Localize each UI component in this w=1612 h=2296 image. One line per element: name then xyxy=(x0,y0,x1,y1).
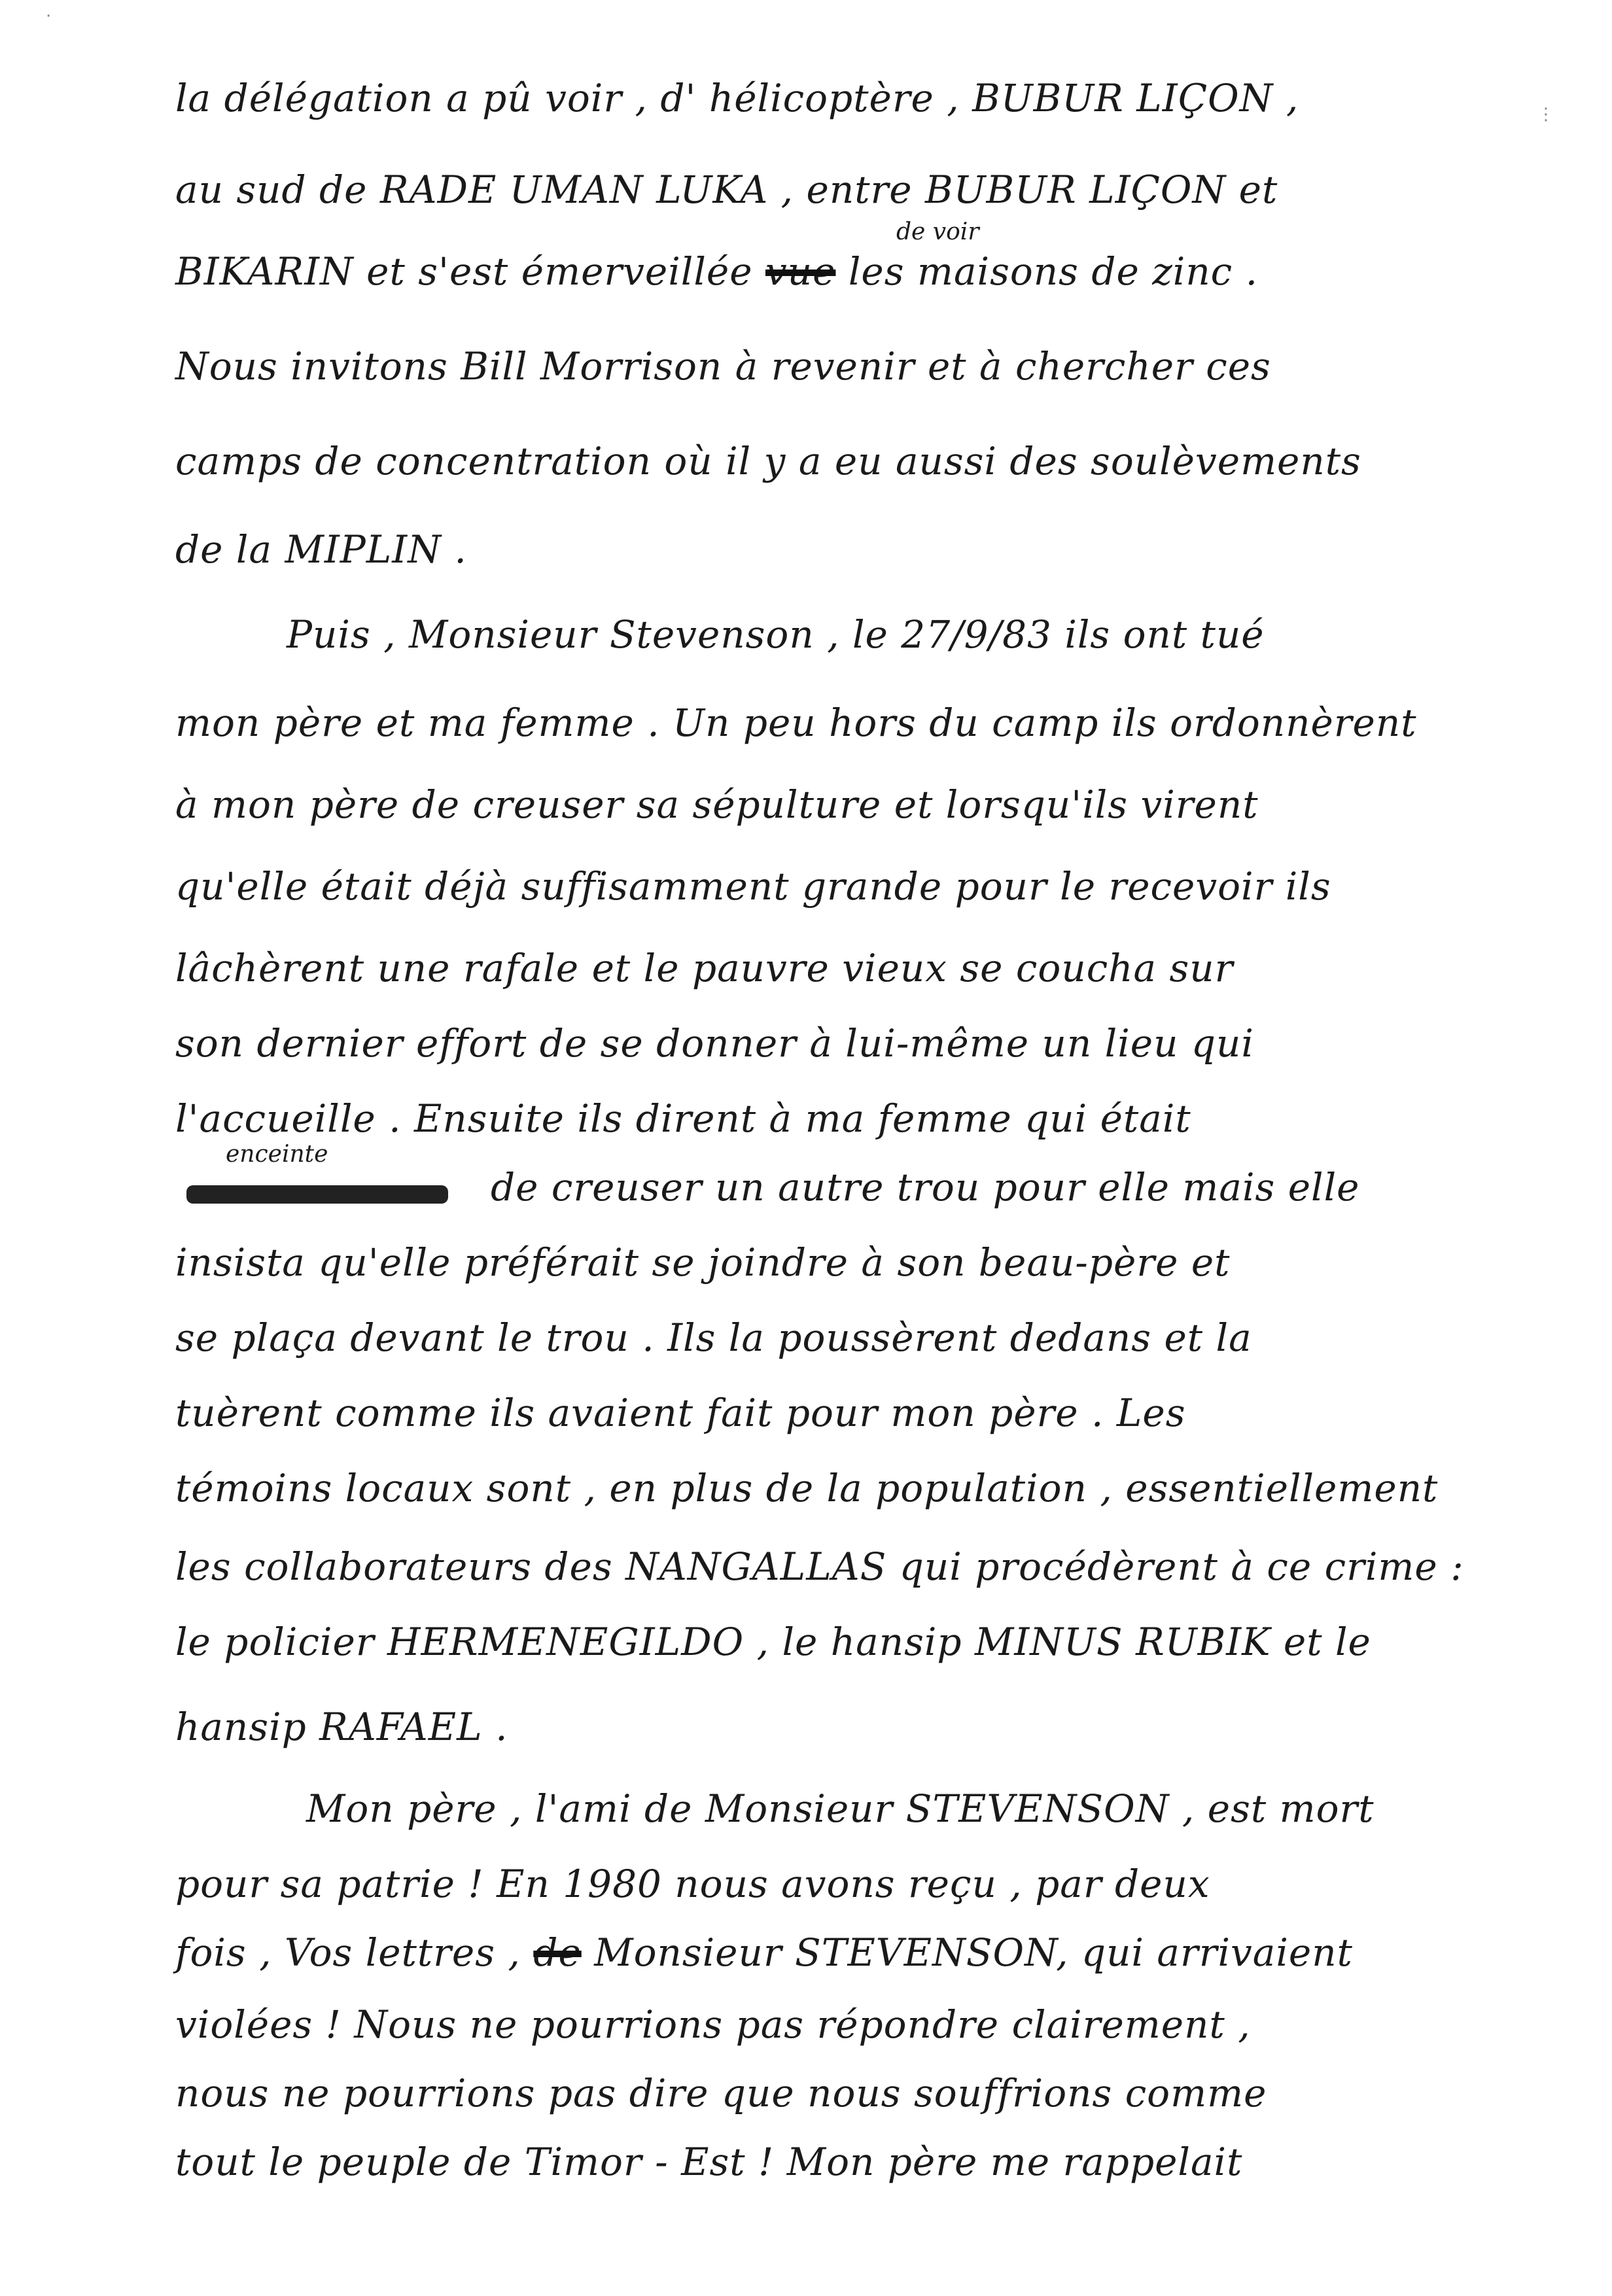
paragraph-3-line-3-start: fois , Vos lettres , xyxy=(175,1930,521,1975)
paragraph-2-line-8: de creuser un autre trou pour elle mais elle xyxy=(491,1165,1360,1209)
struck-word: vue xyxy=(765,249,836,294)
paragraph-2-line-14: le policier HERMENEGILDO , le hansip MINUS RUBIK et le xyxy=(175,1620,1371,1664)
paragraph-2-line-4: qu'elle était déjà suffisamment grande pour le recevoir ils xyxy=(175,864,1331,909)
margin-specks: · xyxy=(46,7,52,26)
inserted-words-de-voir: de voir xyxy=(896,218,979,245)
paragraph-3-line-4: violées ! Nous ne pourrions pas répondre clairement , xyxy=(175,2002,1251,2047)
paragraph-3-line-3 xyxy=(175,1926,1353,1979)
paragraph-2-line-12: témoins locaux sont , en plus de la population , essentiellement xyxy=(175,1466,1439,1510)
struck-word: de xyxy=(533,1930,582,1975)
text-line-2: au sud de RADE UMAN LUKA , entre BUBUR LIÇON et xyxy=(175,167,1278,212)
inserted-word-enceinte: enceinte xyxy=(226,1141,328,1168)
paragraph-2-line-13: les collaborateurs des NANGALLAS qui procédèrent à ce crime : xyxy=(175,1544,1464,1589)
text-line-6: de la MIPLIN . xyxy=(175,527,467,572)
paragraph-2-line-7: l'accueille . Ensuite ils dirent à ma femme qui était xyxy=(175,1096,1191,1141)
paragraph-2-line-5: lâchèrent une rafale et le pauvre vieux se coucha sur xyxy=(175,946,1234,990)
margin-specks: ⋮ xyxy=(1537,105,1554,124)
paragraph-2-line-3: à mon père de creuser sa sépulture et lorsqu'ils virent xyxy=(175,782,1259,827)
paragraph-2-line-15: hansip RAFAEL . xyxy=(175,1705,508,1749)
text-line-3-start: BIKARIN et s'est émerveillée xyxy=(175,249,753,294)
text-line-4: Nous invitons Bill Morrison à revenir et à chercher ces xyxy=(175,344,1271,389)
paragraph-2-line-9: insista qu'elle préférait se joindre à son beau-père et xyxy=(175,1240,1231,1285)
paragraph-3-line-5: nous ne pourrions pas dire que nous souffrions comme xyxy=(175,2071,1267,2115)
text-line-3 xyxy=(175,245,1258,298)
paragraph-3-line-2: pour sa patrie ! En 1980 nous avons reçu , par deux xyxy=(175,1862,1210,1906)
paragraph-2-line-10: se plaça devant le trou . Ils la poussèrent dedans et la xyxy=(175,1315,1252,1360)
paragraph-2-line-2: mon père et ma femme . Un peu hors du camp ils ordonnèrent xyxy=(175,701,1417,745)
text-line-3-end: les maisons de zinc . xyxy=(848,249,1259,294)
paragraph-3-line-6: tout le peuple de Timor - Est ! Mon père me rappelait xyxy=(175,2140,1243,2184)
text-line-1: la délégation a pû voir , d' hélicoptère , BUBUR LIÇON , xyxy=(175,76,1299,120)
paragraph-2-line-6: son dernier effort de se donner à lui-même un lieu qui xyxy=(175,1021,1254,1066)
paragraph-2-line-11: tuèrent comme ils avaient fait pour mon père . Les xyxy=(175,1391,1186,1435)
text-line-5: camps de concentration où il y a eu aussi des soulèvements xyxy=(175,439,1361,483)
paragraph-3-line-3-end: Monsieur STEVENSON, qui arrivaient xyxy=(594,1930,1353,1975)
scribbled-out-word xyxy=(186,1185,448,1204)
paragraph-3-line-1: Mon père , l'ami de Monsieur STEVENSON , est mort xyxy=(306,1786,1375,1831)
paragraph-2-line-1: Puis , Monsieur Stevenson , le 27/9/83 ils ont tué xyxy=(287,612,1265,657)
